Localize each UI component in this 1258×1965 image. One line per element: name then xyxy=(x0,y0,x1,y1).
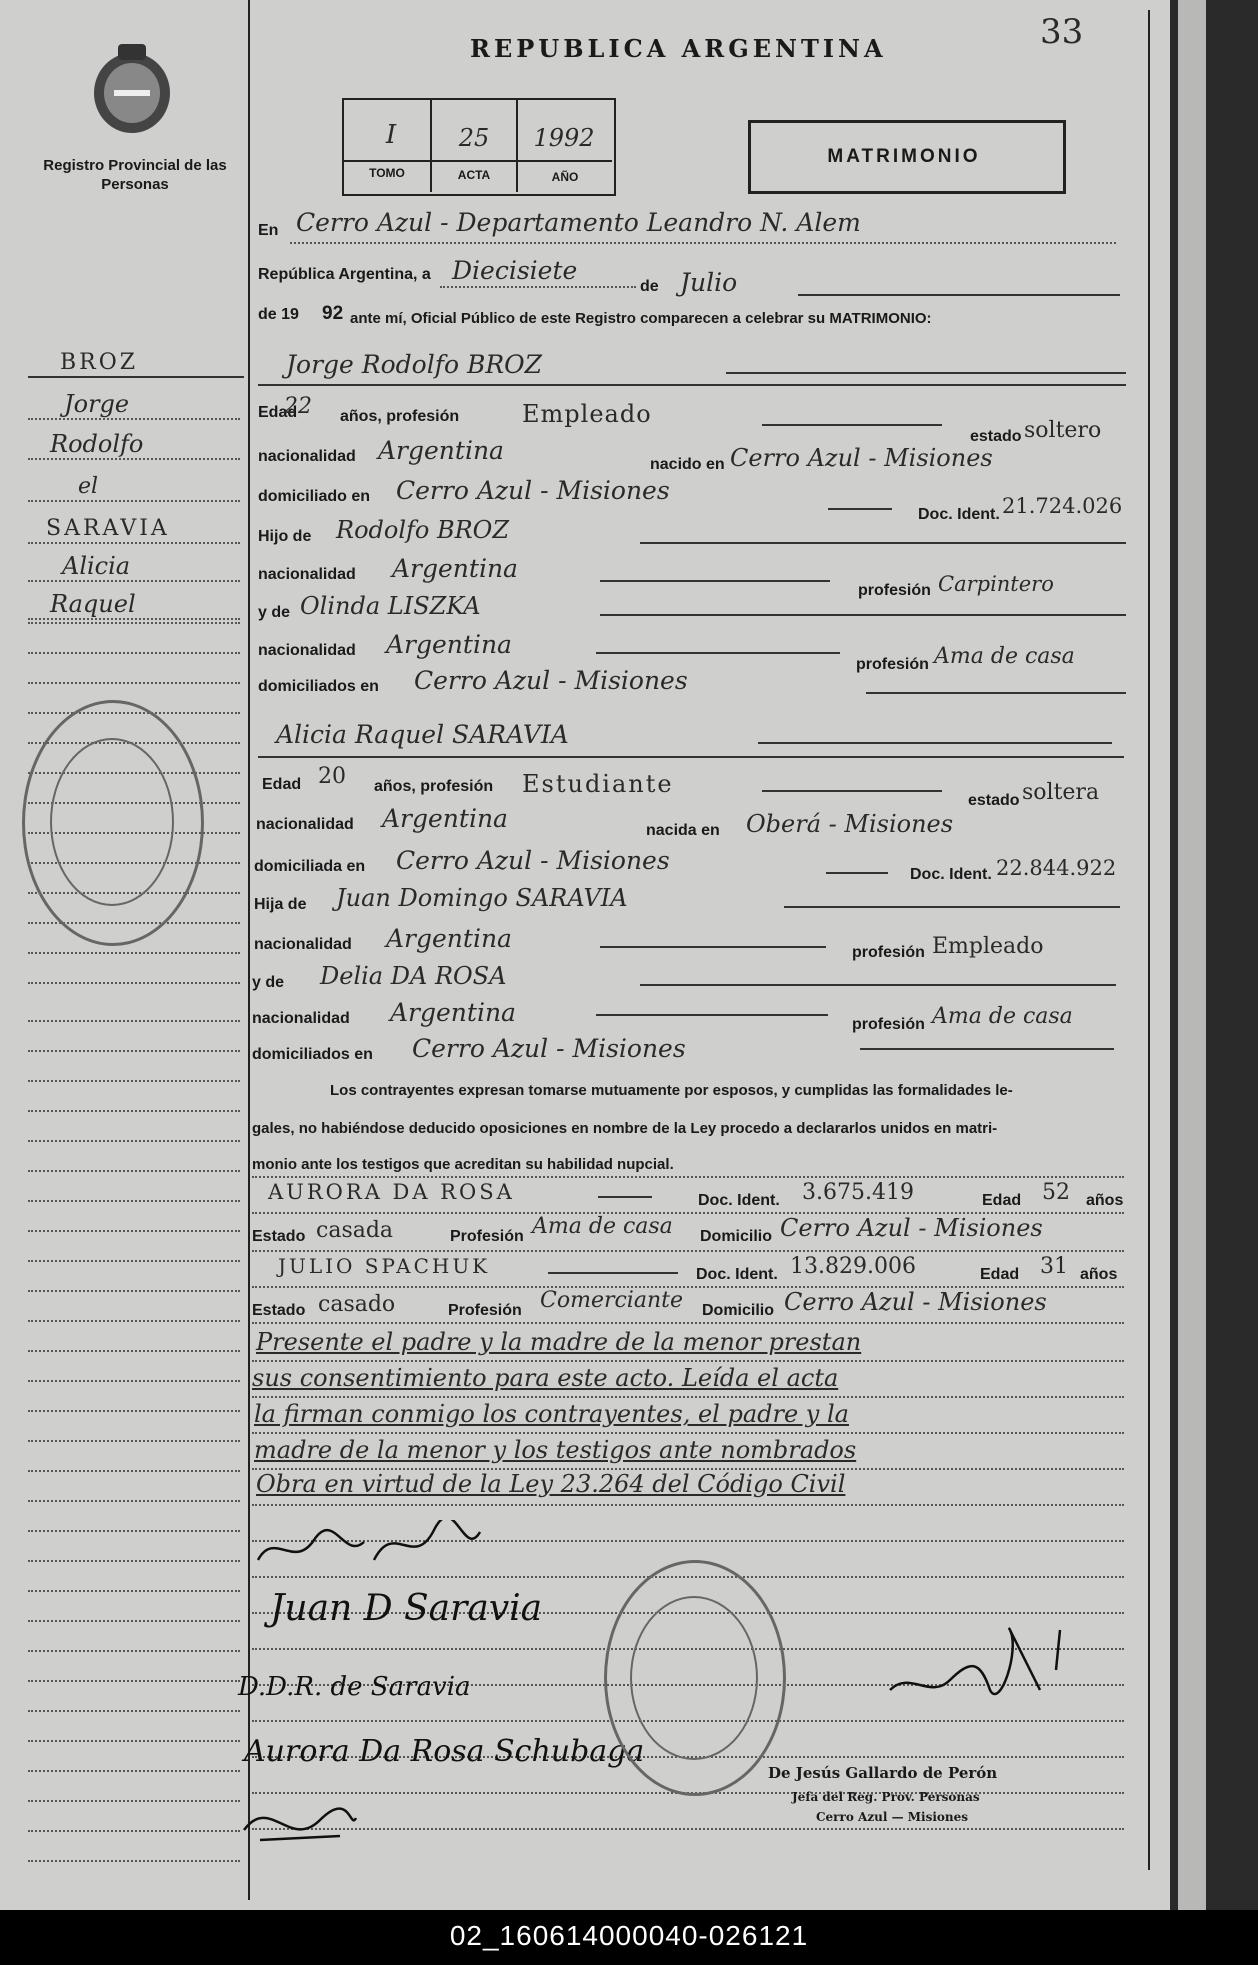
domiciliados-label: domiciliados en xyxy=(258,678,379,695)
tomo-label: TOMO xyxy=(369,166,405,180)
bride-parents-dom: Cerro Azul - Misiones xyxy=(412,1034,686,1063)
bride-estado-label: estado xyxy=(968,792,1020,809)
bride-yde-label: y de xyxy=(252,974,285,991)
witness1-edad-label: Edad xyxy=(982,1192,1022,1209)
bride-nac-label: nacionalidad xyxy=(256,816,354,833)
acta-label: ACTA xyxy=(457,168,491,182)
father-prof-label: profesión xyxy=(858,582,931,599)
witness1-anos-label: años xyxy=(1086,1192,1124,1209)
edad-label: Edad xyxy=(258,404,298,421)
official-signature xyxy=(880,1610,1080,1720)
registry-name: Registro Provincial de las Personas xyxy=(43,157,227,193)
witness1-estado: casada xyxy=(316,1218,394,1243)
margin-groom-surname: BROZ xyxy=(60,350,139,375)
bride-father-prof-label: profesión xyxy=(852,944,925,961)
witness2-anos-label: años xyxy=(1080,1266,1118,1283)
bride-domicilio: Cerro Azul - Misiones xyxy=(396,846,670,875)
official-title: Jefa del Reg. Prov. Personas xyxy=(792,1790,980,1804)
de-label: de xyxy=(640,278,659,295)
bride-edad: 20 xyxy=(318,764,346,789)
body-line-1: Los contrayentes expresan tomarse mutuamente por esposos, y cumplidas las formalidades le- xyxy=(330,1082,1013,1099)
republica-label: República Argentina, a xyxy=(258,266,431,283)
place: Cerro Azul - Departamento Leandro N. Alem xyxy=(296,208,861,237)
year-prefix: de 19 xyxy=(258,306,299,323)
page-title: REPUBLICA ARGENTINA xyxy=(470,34,887,63)
witness2-dom: Cerro Azul - Misiones xyxy=(784,1288,1047,1316)
doc-label: Doc. Ident. xyxy=(918,506,1000,523)
official-name: De Jesús Gallardo de Perón xyxy=(768,1764,998,1782)
bride-mother-nac: Argentina xyxy=(390,998,516,1027)
nacionalidad-label: nacionalidad xyxy=(258,448,356,465)
witness1-profesion-label: Profesión xyxy=(450,1228,524,1245)
witness1-name: AURORA DA ROSA xyxy=(268,1180,515,1204)
page-number: 33 xyxy=(1040,12,1084,52)
groom-doc: 21.724.026 xyxy=(1002,494,1123,518)
margin-bride-surname: SARAVIA xyxy=(46,516,170,541)
bride-father-nac-label: nacionalidad xyxy=(254,936,352,953)
groom-father-nac: Argentina xyxy=(392,554,518,583)
hijo-label: Hijo de xyxy=(258,528,312,545)
bride-mother-nac-label: nacionalidad xyxy=(252,1010,350,1027)
witness2-profesion-label: Profesión xyxy=(448,1302,522,1319)
groom-mother-prof: Ama de casa xyxy=(934,644,1075,669)
note-line-1: Presente el padre y la madre de la menor prestan xyxy=(256,1328,862,1356)
witness1-prof: Ama de casa xyxy=(532,1214,673,1239)
coat-of-arms-icon xyxy=(88,38,176,138)
witness1-edad: 52 xyxy=(1042,1180,1070,1205)
bride-doc: 22.844.922 xyxy=(996,856,1117,880)
groom-nacionalidad: Argentina xyxy=(378,436,504,465)
nacida-label: nacida en xyxy=(646,822,720,839)
groom-father-prof: Carpintero xyxy=(938,572,1054,596)
groom-name: Jorge Rodolfo BROZ xyxy=(286,350,543,379)
witness2-prof: Comerciante xyxy=(540,1288,683,1313)
domiciliada-label: domiciliada en xyxy=(254,858,366,875)
anos-profesion-label: años, profesión xyxy=(340,408,460,425)
hija-label: Hija de xyxy=(254,896,307,913)
bride-edad-label: Edad xyxy=(262,776,302,793)
file-id-bar xyxy=(0,1910,1258,1965)
witness2-name: JULIO SPACHUK xyxy=(278,1254,491,1278)
groom-mother-nac: Argentina xyxy=(386,630,512,659)
witness2-estado: casado xyxy=(318,1292,396,1317)
witness1-doc: 3.675.419 xyxy=(802,1180,914,1205)
nacido-label: nacido en xyxy=(650,456,725,473)
groom-father: Rodolfo BROZ xyxy=(336,516,510,544)
document-type: MATRIMONIO xyxy=(827,146,981,167)
bride-mother-prof: Ama de casa xyxy=(932,1004,1073,1029)
bride-profesion: Estudiante xyxy=(522,770,674,798)
bride-father-prof: Empleado xyxy=(932,934,1044,959)
groom-nacido: Cerro Azul - Misiones xyxy=(730,444,993,472)
page-edge xyxy=(1170,0,1258,1910)
signature-3: D.D.R. de Saravia xyxy=(238,1672,471,1702)
note-line-4: madre de la menor y los testigos ante nombrados xyxy=(254,1436,857,1464)
bride-father-nac: Argentina xyxy=(386,924,512,953)
estado-label: estado xyxy=(970,428,1022,445)
bride-father: Juan Domingo SARAVIA xyxy=(336,884,628,912)
witness2-doc: 13.829.006 xyxy=(790,1254,916,1279)
groom-estado: soltero xyxy=(1024,418,1102,443)
note-line-5: Obra en virtud de la Ley 23.264 del Código Civil xyxy=(256,1470,846,1498)
witness2-estado-label: Estado xyxy=(252,1302,306,1319)
domiciliado-label: domiciliado en xyxy=(258,488,371,505)
margin-conj: el xyxy=(78,474,99,499)
groom-domicilio: Cerro Azul - Misiones xyxy=(396,476,670,505)
bride-nacida: Oberá - Misiones xyxy=(746,810,954,838)
file-id: 02_160614000040-026121 xyxy=(449,1920,809,1951)
acta-value: 25 xyxy=(458,124,490,152)
mother-prof-label: profesión xyxy=(856,656,929,673)
witness1-doc-label: Doc. Ident. xyxy=(698,1192,780,1209)
bride-anos-label: años, profesión xyxy=(374,778,494,795)
signature-5 xyxy=(240,1800,360,1850)
witness1-dom: Cerro Azul - Misiones xyxy=(780,1214,1043,1242)
intro-text: ante mí, Oficial Público de este Registro comparecen a celebrar su MATRIMONIO: xyxy=(350,310,932,327)
note-line-3: la firman conmigo los contrayentes, el padre y la xyxy=(254,1400,849,1428)
witness2-domicilio-label: Domicilio xyxy=(702,1302,775,1319)
ano-value: 1992 xyxy=(533,124,595,152)
signature-2: Juan D Saravia xyxy=(270,1588,543,1629)
witness1-estado-label: Estado xyxy=(252,1228,306,1245)
bride-nacionalidad: Argentina xyxy=(382,804,508,833)
margin-bride-name2: Raquel xyxy=(50,590,136,618)
margin-bride-name1: Alicia xyxy=(62,552,131,580)
margin-divider xyxy=(248,0,250,1900)
groom-profesion: Empleado xyxy=(522,400,652,428)
bride-mother: Delia DA ROSA xyxy=(320,962,507,990)
margin-groom-name2: Rodolfo xyxy=(50,430,144,458)
bride-estado: soltera xyxy=(1022,780,1100,805)
groom-parents-dom: Cerro Azul - Misiones xyxy=(414,666,688,695)
day: Diecisiete xyxy=(452,256,578,285)
signature-1 xyxy=(254,1520,484,1580)
yde-label: y de xyxy=(258,604,291,621)
bride-doc-label: Doc. Ident. xyxy=(910,866,992,883)
right-border xyxy=(1148,10,1150,1870)
bride-name: Alicia Raquel SARAVIA xyxy=(276,720,569,749)
witness2-edad-label: Edad xyxy=(980,1266,1020,1283)
tomo-value: I xyxy=(385,120,397,150)
groom-edad: 22 xyxy=(284,394,312,419)
bride-domiciliados-label: domiciliados en xyxy=(252,1046,373,1063)
ano-label: AÑO xyxy=(551,170,579,184)
month: Julio xyxy=(680,268,738,297)
groom-mother: Olinda LISZKA xyxy=(300,592,481,620)
witness1-domicilio-label: Domicilio xyxy=(700,1228,773,1245)
official-place: Cerro Azul — Misiones xyxy=(816,1810,969,1824)
year-suffix: 92 xyxy=(322,303,344,324)
note-line-2: sus consentimiento para este acto. Leída el acta xyxy=(252,1364,839,1392)
margin-groom-name1: Jorge xyxy=(64,390,130,418)
signature-4: Aurora Da Rosa Schubaga xyxy=(244,1734,645,1769)
mother-nac-label: nacionalidad xyxy=(258,642,356,659)
bride-mother-prof-label: profesión xyxy=(852,1016,925,1033)
witness2-doc-label: Doc. Ident. xyxy=(696,1266,778,1283)
body-line-3: monio ante los testigos que acreditan su habilidad nupcial. xyxy=(252,1156,674,1173)
witness2-edad: 31 xyxy=(1040,1254,1068,1279)
father-nac-label: nacionalidad xyxy=(258,566,356,583)
en-label: En xyxy=(258,222,279,239)
body-line-2: gales, no habiéndose deducido oposiciones en nombre de la Ley procedo a declararlos unidos en matri- xyxy=(252,1120,998,1137)
